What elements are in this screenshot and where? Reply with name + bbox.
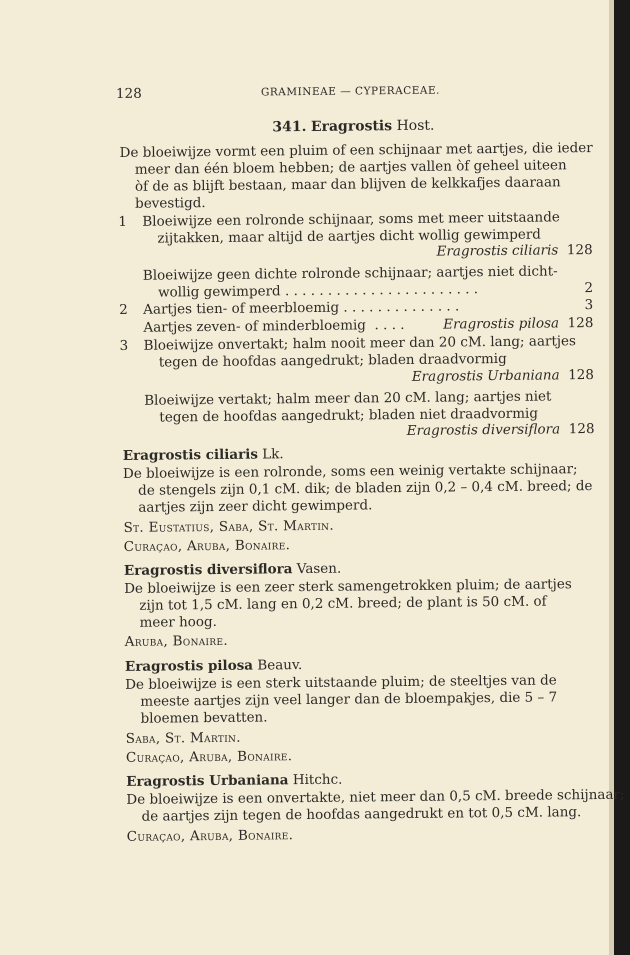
species-locality: Aruba, Bonaire.	[124, 632, 228, 650]
intro-line: bevestigd.	[135, 195, 206, 212]
key-line: Bloeiwijze onvertakt; halm nooit meer dan 20 cM. lang; aartjes	[143, 333, 577, 354]
key-ref: 2	[584, 280, 594, 297]
key-line	[143, 317, 404, 336]
section-genus: Eragrostis	[310, 118, 393, 135]
leader-dots: . . . . . . . . . . . . . . . . . . . . . . .	[284, 281, 479, 300]
species-heading	[126, 772, 342, 790]
species-locality: Saba, St. Martin.	[125, 729, 241, 747]
key-number: 2	[119, 301, 128, 318]
species-desc-line: zijn tot 1,5 cM. lang en 0,2 cM. breed; de plant is 50 cM. of	[139, 593, 547, 614]
species-desc-line: meer hoog.	[139, 613, 218, 631]
species-desc-line: bloemen bevatten.	[140, 709, 268, 727]
page-number: 128	[115, 85, 142, 102]
species-desc-line: De bloeiwijze is een zeer sterk samengetrokken pluim; de aartjes	[124, 576, 572, 597]
species-locality: Curaçao, Aruba, Bonaire.	[125, 748, 293, 766]
key-taxon: Eragrostis ciliaris	[436, 242, 559, 260]
key-page: 128	[568, 367, 595, 384]
species-author: Lk.	[262, 446, 284, 463]
species-desc-line: De bloeiwijze is een sterk uitstaande pluim; de steeltjes van de	[125, 672, 557, 693]
key-page: 128	[566, 242, 593, 259]
species-author: Hitchc.	[292, 771, 343, 789]
running-title: GRAMINEAE — CYPERACEAE.	[260, 84, 441, 99]
key-line: zijtakken, maar altijd de aartjes dicht wollig gewimperd	[157, 226, 541, 247]
key-result	[436, 242, 592, 260]
intro-line: De bloeiwijze vormt een pluim of een schijnaar met aartjes, die ieder	[119, 140, 593, 161]
key-number: 3	[119, 337, 129, 354]
key-number: 1	[118, 213, 128, 230]
species-locality: Curaçao, Aruba, Bonaire.	[123, 537, 291, 555]
key-taxon: Eragrostis pilosa	[443, 315, 560, 333]
leader-dots: . . . .	[374, 316, 405, 334]
section-number: 341.	[272, 119, 307, 136]
species-heading	[125, 657, 302, 675]
species-author: Beauv.	[257, 657, 303, 674]
leader-dots: . . . . . . . . . . . . . .	[343, 298, 460, 316]
key-text: wollig gewimperd	[157, 283, 281, 301]
key-text: Aartjes tien- of meerbloemig	[143, 299, 340, 318]
key-line: Bloeiwijze een rolronde schijnaar, soms met meer uitstaande	[142, 209, 560, 230]
species-desc-line: meeste aartjes zijn veel langer dan de bloempakjes, die 5 – 7	[140, 689, 558, 710]
key-taxon: Eragrostis Urbaniana	[411, 367, 560, 385]
key-result	[412, 367, 594, 385]
key-line: Bloeiwijze geen dichte rolronde schijnaar; aartjes niet dicht-	[142, 263, 558, 284]
species-desc-line: aartjes zijn zeer dicht gewimperd.	[138, 497, 373, 516]
page-content	[115, 0, 625, 955]
section-author: Host.	[396, 117, 435, 135]
species-name: Eragrostis ciliaris	[122, 446, 259, 464]
key-taxon: Eragrostis diversiflora	[406, 421, 561, 439]
species-desc-line: De bloeiwijze is een rolronde, soms een weinig vertakte schijnaar;	[122, 461, 578, 482]
key-result	[443, 315, 593, 333]
key-line	[143, 298, 459, 317]
species-locality: St. Eustatius, Saba, St. Martin.	[123, 517, 334, 536]
key-line	[158, 281, 478, 300]
species-author: Vasen.	[296, 560, 342, 578]
intro-line: òf de as blijft bestaan, maar dan blijven de kelkkafjes daaraan	[134, 174, 561, 195]
key-line: tegen de hoofdas aangedrukt; bladen niet draadvormig	[159, 405, 539, 426]
key-line: Bloeiwijze vertakt; halm meer dan 20 cM. lang; aartjes niet	[144, 388, 552, 409]
key-page: 128	[567, 315, 594, 332]
species-desc-line: De bloeiwijze is een onvertakte, niet meer dan 0,5 cM. breede schijnaar;	[126, 786, 625, 808]
species-locality: Curaçao, Aruba, Bonaire.	[126, 827, 294, 845]
section-title	[272, 118, 434, 136]
key-page: 128	[568, 421, 595, 438]
key-ref: 3	[584, 297, 594, 314]
species-heading	[124, 561, 341, 579]
key-line: tegen de hoofdas aangedrukt; bladen draadvormig	[158, 350, 507, 371]
species-desc-line: de stengels zijn 0,1 cM. dik; de bladen zijn 0,2 – 0,4 cM. breed; de	[138, 478, 593, 499]
species-heading	[123, 446, 284, 464]
species-name: Eragrostis pilosa	[124, 657, 254, 675]
intro-line: meer dan één bloem hebben; de aartjes vallen òf geheel uiteen	[134, 157, 567, 178]
book-spine	[614, 0, 630, 955]
key-result	[407, 421, 595, 439]
species-name: Eragrostis Urbaniana	[126, 772, 289, 790]
species-desc-line: de aartjes zijn tegen de hoofdas aangedrukt en tot 0,5 cM. lang.	[141, 804, 582, 825]
key-text: Aartjes zeven- of minderbloemig	[143, 317, 367, 336]
species-name: Eragrostis diversiflora	[123, 561, 293, 579]
